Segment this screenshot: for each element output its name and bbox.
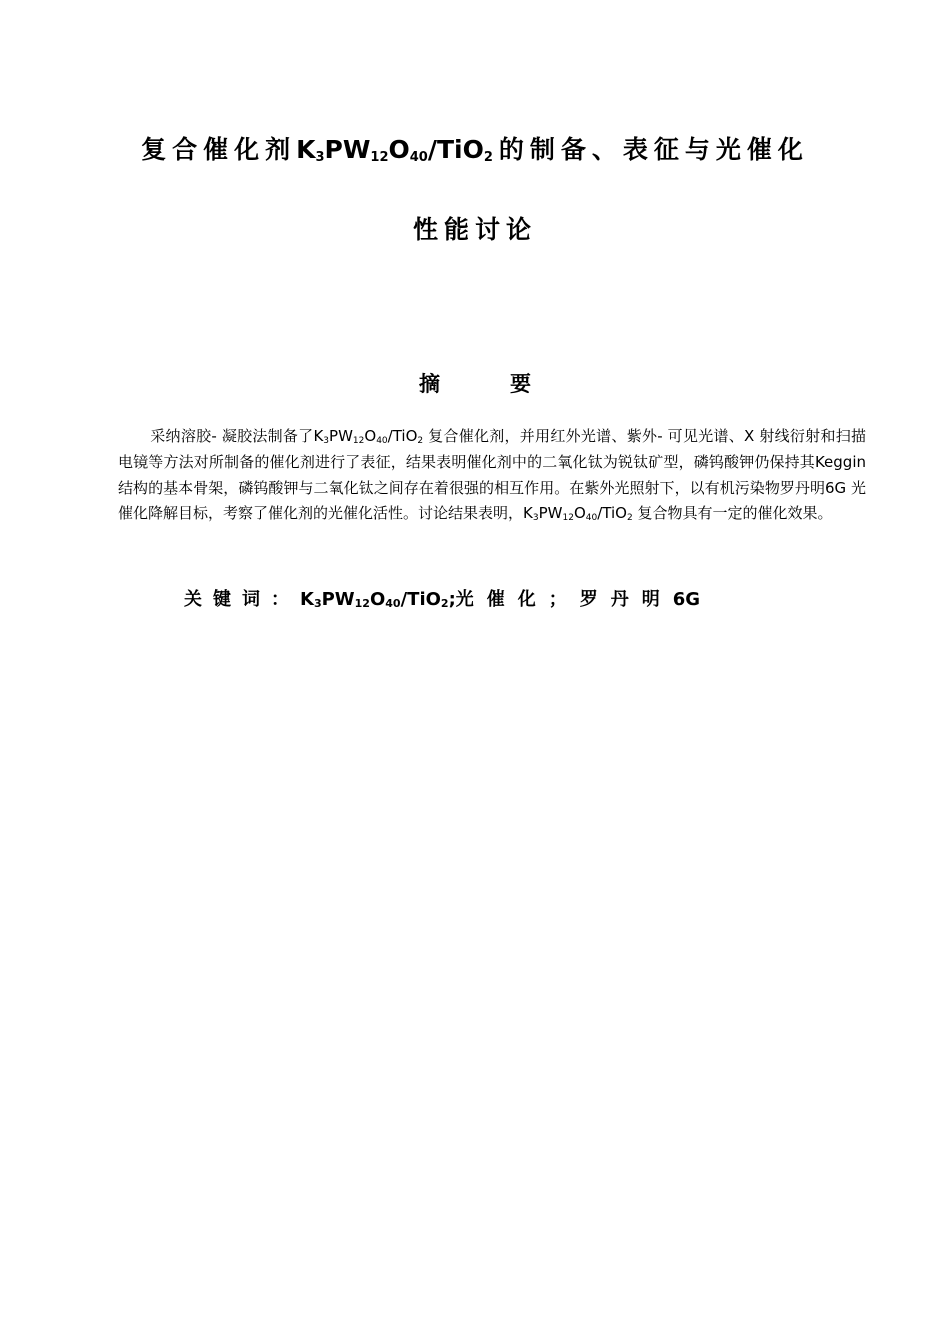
abstract-heading: 摘 要: [419, 372, 531, 396]
keywords-line: [184, 585, 700, 611]
document-title-line-2: 性能讨论: [412, 215, 537, 244]
abstract-formula-2: $K_3PW_{12}O_{40}/TiO_2$: [523, 504, 633, 524]
title-formula: $K_3PW_{12}O_{40}/TiO_2$: [296, 135, 493, 165]
keyword-photocatalysis: 光催化: [455, 589, 549, 610]
keyword-rhodamine: 罗丹明: [579, 589, 673, 610]
keyword-formula: $K_3PW_{12}O_{40}/TiO_2$: [300, 589, 449, 610]
title-prefix: 复合催化剂: [141, 135, 297, 164]
keyword-rhodamine-suffix: 6G: [672, 589, 701, 610]
abstract-formula-1: $K_3PW_{12}O_{40}/TiO_2$: [313, 427, 424, 446]
keyword-separator-1: ;: [448, 589, 456, 610]
abstract-paragraph: 采纳溶胶- 凝胶法制备了$K_3PW_{12}O_{40}/TiO_2$ 复合催化剂，并用红外光谱、紫外- 可见光谱、X 射线衍射和扫描电镜等方法对所制备的催化剂进行了表征，结果表明催化剂中的二氧化钛为锐钛矿型，磷钨酸钾仍保持其Keggin 结构的基本骨架，磷钨酸钾与二氧化钛之间存在着很强的相互作用。在紫外光照射下，以有机污染物罗丹明6G 光催化降解目标，考察了催化剂的光催化活性。讨论结果表明，$K_3PW_{12}O_{40}/TiO_2$ 复合物具有一定的催化效果。: [118, 427, 866, 524]
document-title-line-1: [60, 130, 890, 166]
keywords-label: 关键词：: [184, 589, 300, 610]
keyword-separator-2: ；: [548, 589, 580, 610]
title-suffix: 的制备、表征与光催化: [498, 135, 809, 164]
